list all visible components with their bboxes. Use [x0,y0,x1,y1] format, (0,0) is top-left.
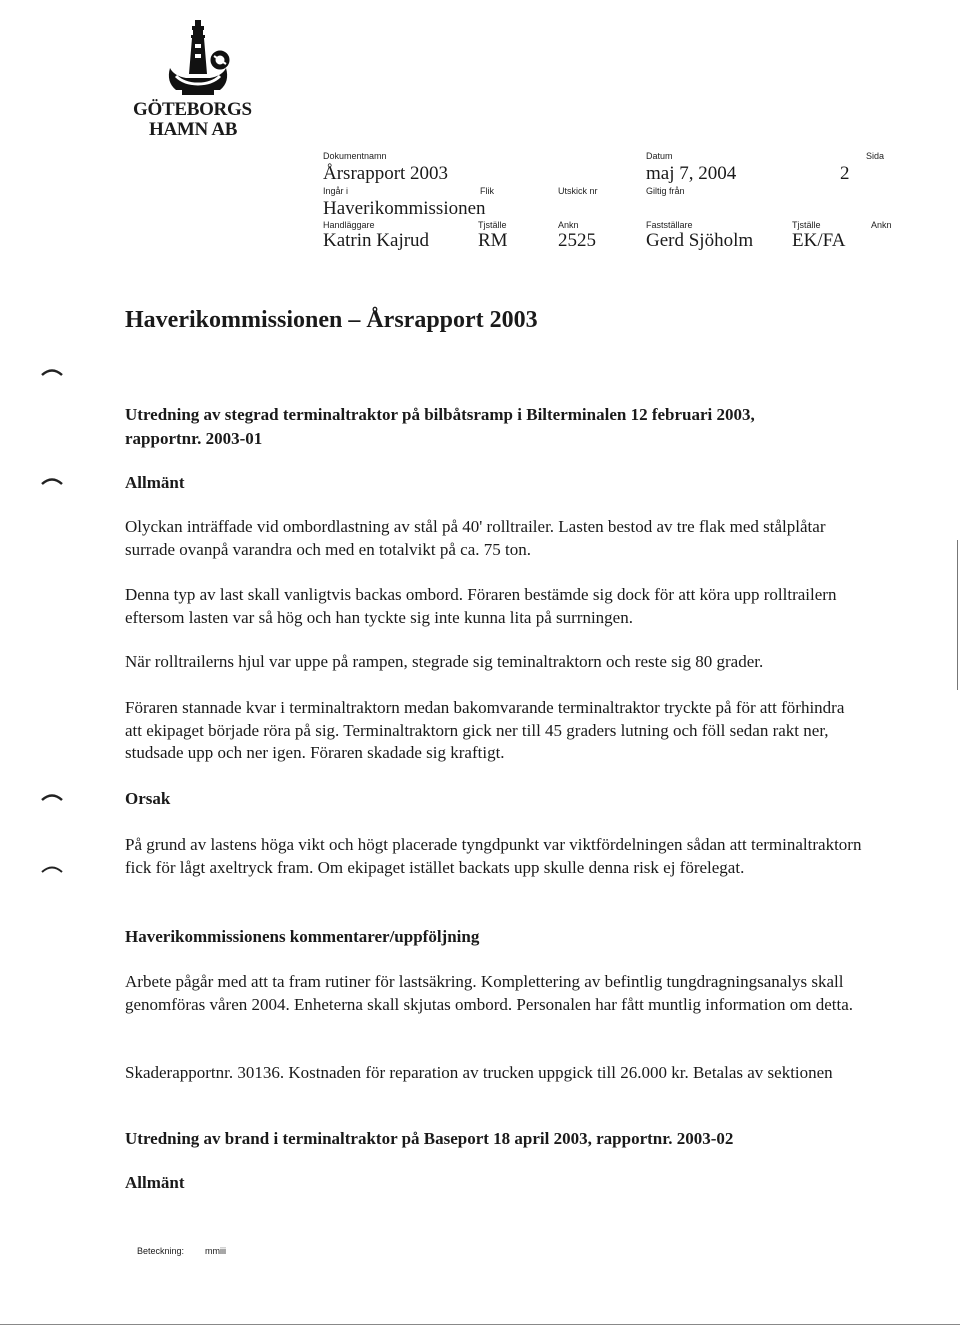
ingar-label: Ingår i [323,186,349,196]
ankn-label: Ankn [558,220,579,230]
handlaggare-label: Handläggare [323,220,375,230]
dokumentnamn-label: Dokumentnamn [323,151,387,161]
sida-value: 2 [840,163,850,184]
paragraph-7: Skaderapportnr. 30136. Kostnaden för reparation av trucken uppgick till 26.000 kr. Betalas av sektionen [125,1063,833,1082]
company-name-line2: HAMN AB [149,119,238,140]
margin-mark [40,862,64,874]
sida-label: Sida [866,151,885,161]
datum-label: Datum [646,151,673,161]
ankn2-label: Ankn [871,220,892,230]
paragraph-5: På grund av lastens höga vikt och högt placerade tyngdpunkt var viktfördelningen sådan att terminaltraktorn fick för lågt axeltryck fram. Om ekipaget istället backats upp skulle denna risk ej förelegat. [125,835,862,877]
allmant2-heading: Allmänt [125,1173,185,1192]
paragraph-3: När rolltrailerns hjul var uppe på rampen, stegrade sig teminaltraktorn och reste sig 80 grader. [125,652,764,671]
kommentarer-heading: Haverikommissionens kommentarer/uppföljning [125,927,480,946]
handlaggare-tjstalle-value: RM [478,230,508,251]
datum-value: maj 7, 2004 [646,163,737,184]
giltig-label: Giltig från [646,186,685,196]
orsak-heading: Orsak [125,789,171,808]
company-logo [162,18,234,104]
handlaggare-ankn-value: 2525 [558,230,596,251]
document-title: Haverikommissionen – Årsrapport 2003 [125,307,538,333]
beteckning-value: mmiii [205,1246,226,1256]
margin-mark [40,790,64,802]
paragraph-2: Denna typ av last skall vanligtvis backas ombord. Föraren bestämde sig dock för att köra upp rolltrailern eftersom lasten var så hög och han tyckte sig inte kunna lita på surrningen. [125,585,837,627]
faststallare-label: Fastställare [646,220,693,230]
paragraph-6: Arbete pågår med att ta fram rutiner för lastsäkring. Komplettering av befintlig tungdragningsanalys skall genomföras våren 2004. Enheterna skall skjutas ombord. Personalen har fått muntlig information om detta. [125,972,853,1014]
paragraph-1: Olyckan inträffade vid ombordlastning av stål på 40' rolltrailer. Lasten bestod av tre flak med stålplåtar surrade ovanpå varandra och med en totalvikt på ca. 75 ton. [125,517,826,559]
beteckning-label: Beteckning: [137,1246,185,1256]
faststallare-tjstalle-value: EK/FA [792,230,846,251]
utskick-label: Utskick nr [558,186,598,196]
faststallare-value: Gerd Sjöholm [646,230,754,251]
margin-mark [40,474,64,486]
ingar-value: Haverikommissionen [323,198,486,219]
allmant-heading: Allmänt [125,473,185,492]
tjstalle2-label: Tjställe [792,220,821,230]
paragraph-4: Föraren stannade kvar i terminaltraktorn medan bakomvarande terminaltraktor tryckte på för att förhindra att ekipaget började röra på sig. Terminaltraktorn gick ner till 45 graders lutning och föll sedan rakt ner, studsade upp och ner igen. Föraren skadade sig kraftigt. [125,698,845,762]
section2-heading: Utredning av brand i terminaltraktor på Baseport 18 april 2003, rapportnr. 2003-02 [125,1129,734,1148]
company-name-line1: GÖTEBORGS [133,99,252,120]
dokumentnamn-value: Årsrapport 2003 [323,163,449,184]
page-edge-line [957,540,958,690]
handlaggare-value: Katrin Kajrud [323,230,430,251]
bottom-edge-line [0,1324,960,1325]
margin-mark [40,365,64,377]
section1-heading-line2: rapportnr. 2003-01 [125,429,263,448]
flik-label: Flik [480,186,494,196]
section1-heading-line1: Utredning av stegrad terminaltraktor på bilbåtsramp i Bilterminalen 12 februari 2003, [125,405,755,424]
tjstalle-label: Tjställe [478,220,507,230]
